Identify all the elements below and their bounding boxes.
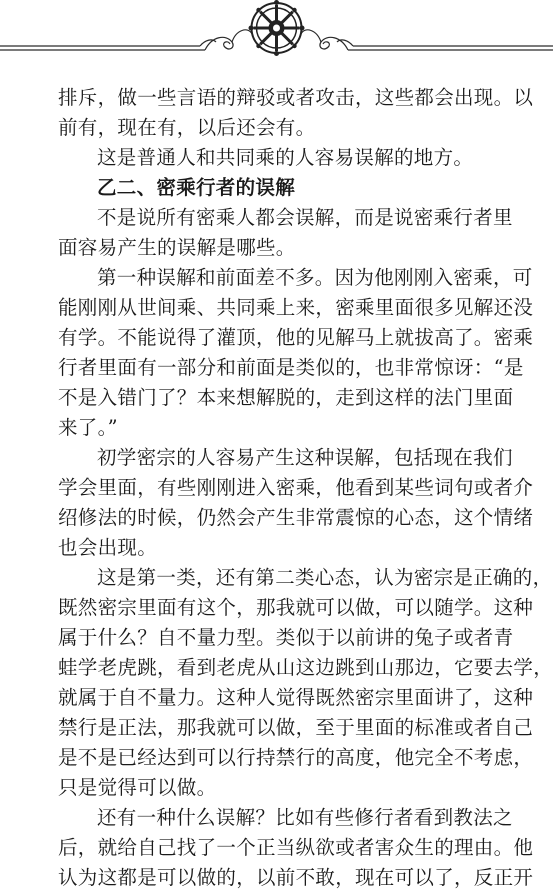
text-line: 这是普通人和共同乘的人容易误解的地方。	[97, 146, 474, 169]
text-line: 是不是已经达到可以行持禁行的高度，他完全不考虑，	[58, 746, 534, 769]
text-line: 还有一种什么误解？比如有些修行者看到教法之	[97, 806, 513, 829]
text-line: 来了。”	[58, 416, 118, 439]
page-header	[0, 0, 553, 62]
text-line: 只是觉得可以做。	[58, 776, 217, 799]
section-heading: 乙二、密乘行者的误解	[97, 176, 296, 199]
text-line: 初学密宗的人容易产生这种误解，包括现在我们	[97, 446, 513, 469]
text-line: 后，就给自己找了一个正当纵欲或者害众生的理由。他	[58, 836, 534, 859]
text-line: 禁行是正法，那我就可以做，至于里面的标准或者自己	[58, 716, 534, 739]
header-ornament	[0, 0, 553, 62]
text-line: 不是说所有密乘人都会误解，而是说密乘行者里	[97, 206, 513, 229]
text-line: 既然密宗里面有这个，那我就可以做，可以随学。这种	[58, 596, 534, 619]
text-line: 属于什么？自不量力型。类似于以前讲的兔子或者青	[58, 626, 514, 649]
text-line: 第一种误解和前面差不多。因为他刚刚入密乘，可	[97, 266, 533, 289]
text-line: 这是第一类，还有第二类心态，认为密宗是正确的，	[97, 566, 553, 589]
text-line: 认为这都是可以做的，以前不敢，现在可以了，反正开	[58, 866, 534, 889]
text-line: 前有，现在有，以后还会有。	[58, 116, 316, 139]
text-line: 有学。不能说得了灌顶，他的见解马上就拔高了。密乘	[58, 326, 534, 349]
text-line: 也会出现。	[58, 536, 158, 559]
text-line: 就属于自不量力。这种人觉得既然密宗里面讲了，这种	[58, 686, 534, 709]
text-line: 蛙学老虎跳，看到老虎从山这边跳到山那边，它要去学，	[58, 656, 553, 679]
text-line: 绍修法的时候，仍然会产生非常震惊的心态，这个情绪	[58, 506, 534, 529]
dharma-wheel-icon	[249, 0, 305, 56]
text-line: 不是入错门了？本来想解脱的，走到这样的法门里面	[58, 386, 514, 409]
text-line: 排斥，做一些言语的辩驳或者攻击，这些都会出现。以	[58, 86, 534, 109]
text-line: 行者里面有一部分和前面是类似的，也非常惊讶：“是	[58, 356, 524, 379]
text-line: 面容易产生的误解是哪些。	[58, 236, 296, 259]
text-line: 学会里面，有些刚刚进入密乘，他看到某些词句或者介	[58, 476, 534, 499]
text-line: 能刚刚从世间乘、共同乘上来，密乘里面很多见解还没	[58, 296, 534, 319]
